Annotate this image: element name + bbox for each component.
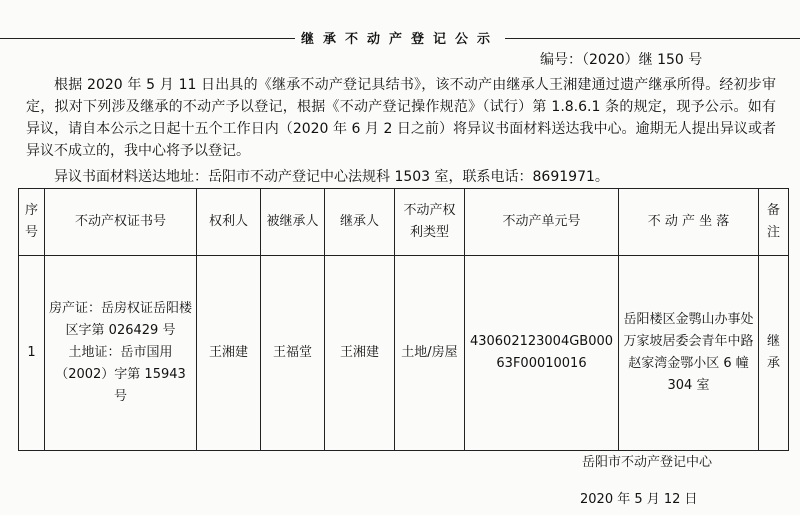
header-location: 不 动 产 坐 落: [619, 189, 759, 256]
header-index: 序号: [19, 189, 45, 256]
notice-title: [0, 28, 800, 47]
header-cert: 不动产权证书号: [45, 189, 197, 256]
table-row: [19, 256, 789, 451]
objection-address: 异议书面材料送达地址：岳阳市不动产登记中心法规科 1503 室，联系电话：8691971。: [54, 169, 609, 185]
cell-unit-no: 430602123004GB00063F00010016: [465, 256, 619, 451]
cell-decedent: 王福堂: [261, 256, 325, 451]
header-right-type: 不动产权利类型: [395, 189, 465, 256]
notice-paragraph: 根据 2020 年 5 月 11 日出具的《继承不动产登记具结书》，该不动产由继承人王湘建通过遗产继承所得。经初步审定，拟对下列涉及继承的不动产予以登记，根据《不动产登记操作规范》（试行）第 1.8.6.1 条的规定，现予公示。如有异议，请自本公示之日起十五个工作日内（2020 年 6 月 2 日之前）将异议书面材料送达我中心。逾期无人提出异议或者异议不成立的，我中心将予以登记。: [26, 77, 776, 159]
header-decedent: 被继承人: [261, 189, 325, 256]
property-table: [18, 188, 789, 451]
cell-right-type: 土地/房屋: [395, 256, 465, 451]
header-owner: 权利人: [197, 189, 261, 256]
cell-cert: [45, 256, 197, 451]
cell-owner: 王湘建: [197, 256, 261, 451]
cell-heir: 王湘建: [325, 256, 395, 451]
issue-date: 2020 年 5 月 12 日: [580, 492, 698, 507]
header-heir: 继承人: [325, 189, 395, 256]
table-header-row: [19, 189, 789, 256]
cell-remark: 继承: [759, 256, 789, 451]
cell-index: 1: [19, 256, 45, 451]
cert-house: 房产证：岳房权证岳阳楼区字第 026429 号: [49, 301, 193, 338]
notice-body: [26, 74, 776, 162]
document-number: 编号：（2020）继 150 号: [540, 52, 703, 68]
header-remark: 备注: [759, 189, 789, 256]
notice-title-text: 继承不动产登记公示: [295, 32, 505, 47]
header-unit-no: 不动产单元号: [465, 189, 619, 256]
cert-land: 土地证：岳市国用（2002）字第 15943 号: [55, 345, 186, 404]
issuing-organization: 岳阳市不动产登记中心: [582, 455, 713, 470]
cell-location: 岳阳楼区金鹗山办事处万家坡居委会青年中路赵家湾金鄂小区 6 幢 304 室: [619, 256, 759, 451]
